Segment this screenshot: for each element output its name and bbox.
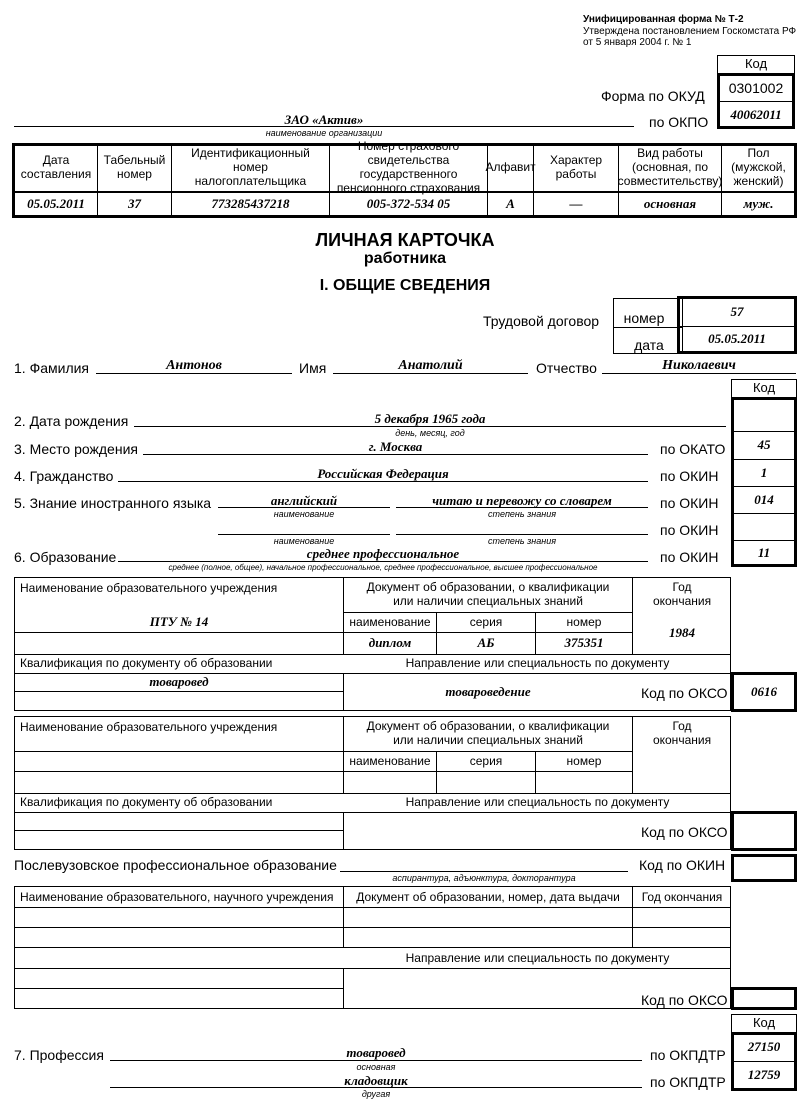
th-tabnum: Табельный номер bbox=[103, 153, 166, 181]
divider bbox=[14, 691, 343, 692]
citizenship-label: 4. Гражданство bbox=[14, 468, 114, 484]
divider bbox=[14, 654, 731, 655]
language2-okin-label: по ОКИН bbox=[660, 522, 719, 538]
surname-line bbox=[96, 373, 292, 374]
language-value: английский bbox=[270, 493, 338, 508]
surname-value: Антонов bbox=[166, 358, 222, 373]
td-snils: 005-372-534 05 bbox=[366, 196, 451, 212]
postgrad-caption: аспирантура, адъюнктура, докторантура bbox=[392, 873, 576, 883]
okato-value: 45 bbox=[757, 437, 771, 453]
divider bbox=[680, 326, 794, 327]
th-snils: Номер страхового свидетельства государственного пенсионного страхования bbox=[336, 139, 481, 195]
birthdate-label: 2. Дата рождения bbox=[14, 413, 129, 429]
th-gender: Пол (мужской, женский) bbox=[731, 146, 786, 188]
divider bbox=[14, 812, 731, 813]
okato-label: по ОКАТО bbox=[660, 441, 726, 457]
contract-date-label: дата bbox=[634, 336, 664, 353]
profession-other-caption: другая bbox=[361, 1089, 391, 1099]
profession-kod-label: Код bbox=[752, 1015, 776, 1031]
education-line bbox=[118, 561, 648, 562]
divider bbox=[720, 101, 793, 102]
divider bbox=[14, 793, 731, 794]
form-approval: Утверждена постановлением Госкомстата РФ bbox=[583, 26, 797, 37]
education-code: 11 bbox=[757, 545, 771, 561]
divider bbox=[343, 812, 344, 850]
edu1-doc-number: 375351 bbox=[564, 635, 604, 651]
postgrad-year-header: Год окончания bbox=[641, 890, 723, 904]
postgrad-spec-header: Направление или специальность по документу bbox=[405, 951, 670, 965]
divider bbox=[14, 968, 731, 969]
postgrad-line bbox=[340, 871, 628, 872]
divider bbox=[14, 927, 731, 928]
divider bbox=[14, 907, 731, 908]
profession-other: кладовщик bbox=[344, 1073, 408, 1088]
postgrad-doc-header: Документ об образовании, номер, дата выдачи bbox=[356, 890, 620, 904]
divider bbox=[613, 327, 683, 328]
divider bbox=[734, 431, 794, 432]
profession-main-code: 27150 bbox=[747, 1039, 781, 1055]
profession-other-okpdtr-label: по ОКПДТР bbox=[650, 1074, 726, 1090]
contract-date: 05.05.2011 bbox=[708, 331, 766, 347]
contract-number: 57 bbox=[730, 304, 744, 320]
birthdate-value: 5 декабря 1965 года bbox=[374, 411, 486, 426]
language-level-line bbox=[396, 507, 648, 508]
birthplace-line bbox=[143, 454, 648, 455]
divider bbox=[14, 988, 343, 989]
td-tabnum: 37 bbox=[128, 196, 141, 212]
language-level-caption: степень знания bbox=[487, 509, 557, 519]
profession-main-caption: основная bbox=[356, 1062, 396, 1072]
profession-main-line bbox=[110, 1060, 642, 1061]
divider bbox=[14, 830, 343, 831]
edu2-year-header: Год окончания bbox=[652, 719, 712, 747]
org-name: ЗАО «Актив» bbox=[284, 112, 364, 127]
divider bbox=[343, 968, 344, 1009]
citizenship-code: 1 bbox=[760, 464, 768, 480]
org-caption: наименование организации bbox=[265, 128, 383, 138]
person-kod-label: Код bbox=[752, 380, 776, 396]
language2-name-caption: наименование bbox=[273, 536, 335, 546]
edu2-spec-header: Направление или специальность по документу bbox=[405, 795, 670, 809]
person-kod-header bbox=[731, 379, 797, 398]
edu1-col-series: серия bbox=[469, 614, 503, 629]
birthplace-value: г. Москва bbox=[368, 439, 423, 454]
td-inn: 773285437218 bbox=[211, 196, 290, 212]
td-work-type: — bbox=[569, 196, 583, 212]
profession-main-okpdtr-label: по ОКПДТР bbox=[650, 1047, 726, 1063]
language-line bbox=[218, 507, 390, 508]
okpo-value: 40062011 bbox=[730, 106, 782, 122]
okud-value: 0301002 bbox=[728, 79, 784, 96]
education-caption: среднее (полное, общее), начальное профессиональное, среднее профессиональное, высшее профессиональное bbox=[168, 563, 598, 572]
th-date: Дата составления bbox=[20, 153, 92, 181]
profession-kod-header bbox=[731, 1014, 797, 1033]
edu1-inst-header: Наименование образовательного учреждения bbox=[20, 581, 278, 595]
divider bbox=[734, 486, 794, 487]
form-title: Унифицированная форма № Т-2 bbox=[583, 14, 744, 25]
citizenship-value: Российская Федерация bbox=[317, 466, 449, 481]
postgrad-okin-label: Код по ОКИН bbox=[639, 857, 726, 873]
patronymic-value: Николаевич bbox=[662, 358, 736, 373]
birthdate-line bbox=[134, 426, 726, 427]
profession-main: товаровед bbox=[346, 1045, 406, 1060]
edu1-doc-series: АБ bbox=[477, 635, 495, 651]
kod-header-label: Код bbox=[744, 56, 768, 72]
td-gender: муж. bbox=[743, 196, 774, 212]
language-level: читаю и перевожу со словарем bbox=[432, 493, 612, 508]
section-title: I. ОБЩИЕ СВЕДЕНИЯ bbox=[319, 277, 491, 294]
edu1-col-number: номер bbox=[566, 614, 602, 629]
edu2-col-name: наименование bbox=[349, 753, 431, 768]
divider bbox=[734, 513, 794, 514]
th-inn: Идентификационный номер налогоплательщика bbox=[191, 146, 310, 188]
birthdate-caption: день, месяц, год bbox=[395, 428, 465, 438]
th-work-type: Характер работы bbox=[549, 153, 603, 181]
edu1-doc-header: Документ об образовании, о квалификации или наличии специальных знаний bbox=[366, 580, 610, 608]
edu1-spec-header: Направление или специальность по документу bbox=[405, 656, 670, 670]
edu2-qual-header: Квалификация по документу об образовании bbox=[20, 795, 273, 809]
okud-label: Форма по ОКУД bbox=[601, 88, 705, 104]
edu1-okso-box bbox=[731, 672, 797, 712]
edu2-okso-label: Код по ОКСО bbox=[641, 824, 728, 840]
th-alphabet: Алфавит bbox=[485, 160, 536, 175]
name-value: Анатолий bbox=[398, 358, 463, 373]
birthplace-label: 3. Место рождения bbox=[14, 441, 138, 457]
edu1-okso-value: 0616 bbox=[751, 683, 777, 699]
postgrad-label: Послевузовское профессиональное образование bbox=[14, 857, 337, 873]
edu2-okso-box bbox=[731, 811, 797, 851]
td-work-kind: основная bbox=[643, 196, 697, 212]
language-okin-label: по ОКИН bbox=[660, 495, 719, 511]
patronymic-label: Отчество bbox=[536, 360, 597, 376]
profession-label: 7. Профессия bbox=[14, 1047, 104, 1063]
contract-number-label: номер bbox=[623, 309, 665, 326]
postgrad-okso-box bbox=[731, 987, 797, 1010]
language-name-caption: наименование bbox=[273, 509, 335, 519]
profession-other-code: 12759 bbox=[747, 1067, 781, 1083]
name-line bbox=[333, 373, 528, 374]
language2-level-caption: степень знания bbox=[487, 536, 557, 546]
edu1-spec: товароведение bbox=[445, 684, 531, 700]
citizenship-okin-label: по ОКИН bbox=[660, 468, 719, 484]
org-line bbox=[14, 126, 634, 127]
postgrad-inst-header: Наименование образовательного, научного учреждения bbox=[20, 890, 334, 904]
edu1-year: 1984 bbox=[669, 625, 695, 641]
divider bbox=[14, 947, 731, 948]
contract-label: Трудовой договор bbox=[483, 313, 600, 329]
edu2-col-number: номер bbox=[566, 753, 602, 768]
okpo-label: по ОКПО bbox=[649, 114, 709, 130]
card-subtitle: работника bbox=[363, 250, 447, 267]
language-code: 014 bbox=[754, 491, 774, 507]
divider bbox=[14, 771, 632, 772]
edu1-qual: товаровед bbox=[149, 674, 209, 690]
divider bbox=[734, 540, 794, 541]
edu2-doc-header: Документ об образовании, о квалификации или наличии специальных знаний bbox=[366, 719, 610, 747]
edu1-year-header: Год окончания bbox=[652, 580, 712, 608]
edu1-doc-name: диплом bbox=[368, 635, 412, 651]
edu2-inst-header: Наименование образовательного учреждения bbox=[20, 720, 278, 734]
edu1-col-name: наименование bbox=[349, 614, 431, 629]
language2-level-line bbox=[396, 534, 648, 535]
edu2-col-series: серия bbox=[469, 753, 503, 768]
postgrad-okin-box bbox=[731, 854, 797, 882]
edu1-okso-label: Код по ОКСО bbox=[641, 685, 728, 701]
patronymic-line bbox=[602, 373, 796, 374]
td-alphabet: А bbox=[506, 196, 515, 212]
edu1-qual-header: Квалификация по документу об образовании bbox=[20, 656, 273, 670]
education-label: 6. Образование bbox=[14, 549, 117, 565]
divider bbox=[734, 1061, 794, 1062]
language-label: 5. Знание иностранного языка bbox=[14, 495, 212, 511]
language2-line bbox=[218, 534, 390, 535]
education-value: среднее профессиональное bbox=[306, 546, 460, 561]
td-date: 05.05.2011 bbox=[27, 196, 85, 212]
kod-header-box bbox=[717, 55, 795, 74]
education-okin-label: по ОКИН bbox=[660, 549, 719, 565]
card-title: ЛИЧНАЯ КАРТОЧКА bbox=[315, 230, 495, 250]
edu1-inst: ПТУ № 14 bbox=[149, 614, 209, 630]
surname-label: 1. Фамилия bbox=[14, 360, 90, 376]
profession-other-line bbox=[110, 1087, 642, 1088]
form-approval-date: от 5 января 2004 г. № 1 bbox=[583, 37, 692, 48]
th-work-kind: Вид работы (основная, по совместительству) bbox=[617, 146, 723, 188]
postgrad-okso-label: Код по ОКСО bbox=[641, 992, 728, 1008]
name-label: Имя bbox=[299, 360, 327, 376]
divider bbox=[14, 751, 343, 752]
citizenship-line bbox=[118, 481, 648, 482]
divider bbox=[734, 459, 794, 460]
